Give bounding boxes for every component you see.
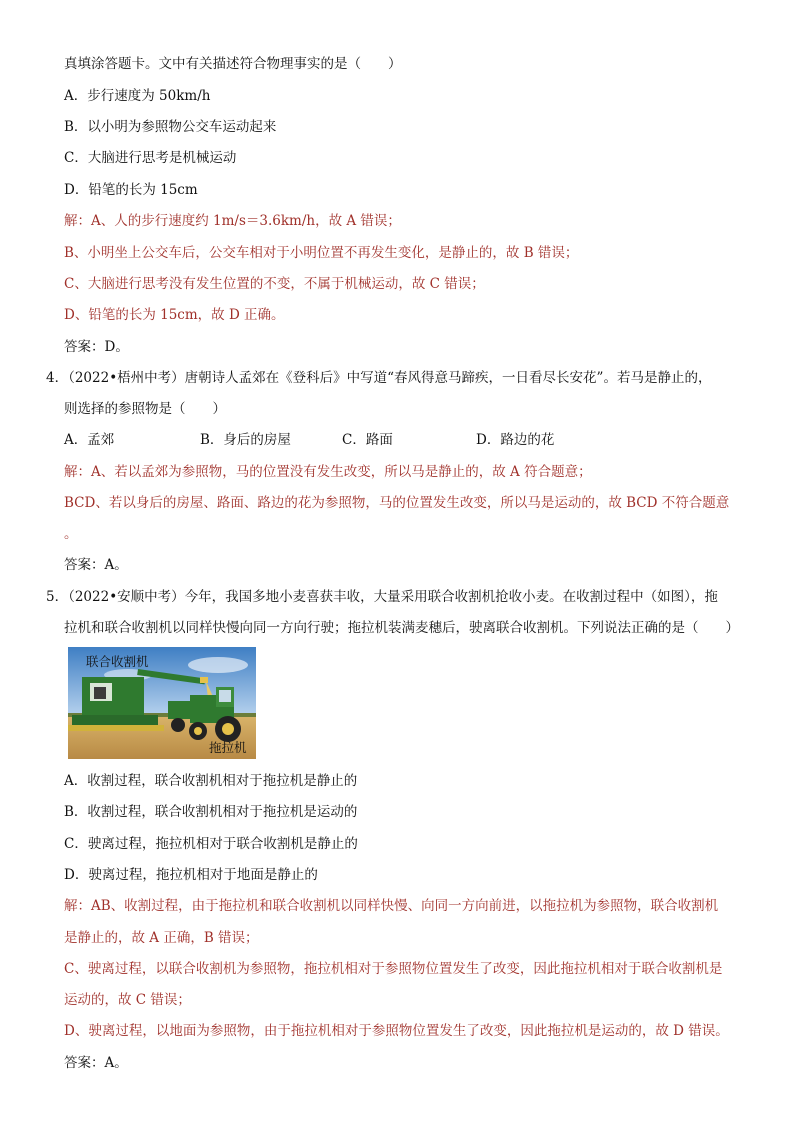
q5-solution-ab-cont: 是静止的，故 A 正确，B 错误；: [64, 930, 259, 946]
question-4-stem-cont: 则选择的参照物是（ ）: [64, 401, 226, 417]
q3-solution-d: D、铅笔的长为 15cm，故 D 正确。: [64, 307, 285, 323]
q4-option-d: D．路边的花: [476, 432, 555, 448]
q5-solution-c-cont: 运动的，故 C 错误；: [64, 992, 191, 1008]
q5-option-a: A．收割过程，联合收割机相对于拖拉机是静止的: [64, 773, 358, 789]
q3-option-c: C．大脑进行思考是机械运动: [64, 150, 237, 166]
q3-answer: 答案：D。: [64, 339, 129, 355]
q5-solution-d: D、驶离过程，以地面为参照物，由于拖拉机相对于参照物位置发生了改变，因此拖拉机是运动的，故 D 错误。: [64, 1023, 729, 1039]
q4-solution-bcd: BCD、若以身后的房屋、路面、路边的花为参照物，马的位置发生改变，所以马是运动的，故 BCD 不符合题意: [64, 495, 730, 511]
q4-option-a: A．孟郊: [64, 432, 115, 448]
q4-options-row: [64, 430, 554, 450]
question-5-stem-cont: 拉机和联合收割机以同样快慢向同一方向行驶；拖拉机装满麦穗后，驶离联合收割机。下列说法正确的是（ ）: [64, 620, 739, 636]
q5-option-c: C．驶离过程，拖拉机相对于联合收割机是静止的: [64, 836, 358, 852]
q3-option-b: B．以小明为参照物公交车运动起来: [64, 119, 277, 135]
q4-option-b: B．身后的房屋: [200, 432, 291, 448]
photo-label-harvester: 联合收割机: [86, 654, 149, 669]
q5-solution-ab: 解：AB、收割过程，由于拖拉机和联合收割机以同样快慢、向同一方向前进，以拖拉机为参照物，联合收割机: [64, 898, 719, 914]
q5-solution-c: C、驶离过程，以联合收割机为参照物，拖拉机相对于参照物位置发生了改变，因此拖拉机相对于联合收割机是: [64, 961, 723, 977]
q3-solution-b: B、小明坐上公交车后，公交车相对于小明位置不再发生变化，是静止的，故 B 错误；: [64, 245, 579, 261]
q5-option-b: B．收割过程，联合收割机相对于拖拉机是运动的: [64, 804, 358, 820]
q3-option-d: D．铅笔的长为 15cm: [64, 182, 198, 198]
q4-option-c: C．路面: [342, 432, 393, 448]
question-4-stem: 4．（2022•梧州中考）唐朝诗人孟郊在《登科后》中写道“春风得意马蹄疾，一日看尽长安花”。若马是静止的，: [46, 370, 712, 386]
q3-solution-a: 解：A、人的步行速度约 1m/s＝3.6km/h，故 A 错误；: [64, 213, 401, 229]
question-5-stem: 5．（2022•安顺中考）今年，我国多地小麦喜获丰收，大量采用联合收割机抢收小麦。在收割过程中（如图），拖: [46, 589, 718, 605]
q4-solution-a: 解：A、若以孟郊为参照物，马的位置没有发生改变，所以马是静止的，故 A 符合题意；: [64, 464, 592, 480]
q4-solution-end: 。: [64, 526, 78, 542]
q3-option-a: A．步行速度为 50km/h: [64, 88, 211, 104]
q4-answer: 答案：A。: [64, 557, 128, 573]
photo-label-tractor: 拖拉机: [209, 740, 247, 755]
q5-option-d: D．驶离过程，拖拉机相对于地面是静止的: [64, 867, 318, 883]
q3-solution-c: C、大脑进行思考没有发生位置的不变，不属于机械运动，故 C 错误；: [64, 276, 485, 292]
question-3-stem-end: 真填涂答题卡。文中有关描述符合物理事实的是（ ）: [64, 56, 402, 72]
q5-answer: 答案：A。: [64, 1055, 128, 1071]
harvester-tractor-photo: [68, 647, 256, 759]
